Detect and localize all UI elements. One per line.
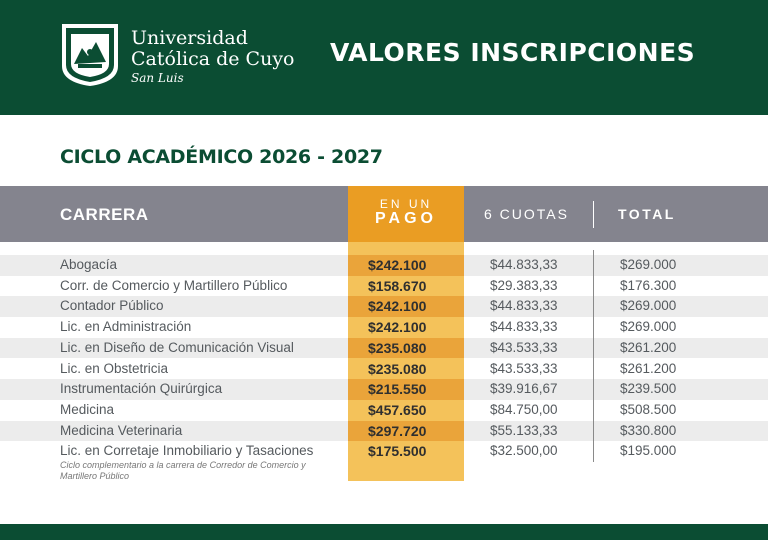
- carrera-cell: Lic. en Corretaje Inmobiliario y Tasaciones: [60, 443, 314, 459]
- total-cell: $269.000: [620, 319, 677, 335]
- table-row: [0, 338, 768, 359]
- table-row: [0, 276, 768, 297]
- cuotas-cell: $44.833,33: [490, 319, 558, 335]
- cuotas-cell: $29.383,33: [490, 277, 558, 293]
- total-cell: $195.000: [620, 443, 677, 459]
- column-header-carrera: CARRERA: [60, 205, 149, 224]
- pago-cell: $297.720: [368, 422, 427, 439]
- column-header-total: TOTAL: [618, 206, 676, 222]
- pago-cell: $242.100: [368, 319, 427, 336]
- carrera-cell: Instrumentación Quirúrgica: [60, 381, 223, 397]
- pago-cell: $235.080: [368, 339, 427, 356]
- pago-cell: $175.500: [368, 443, 427, 460]
- page-title: VALORES INSCRIPCIONES: [330, 38, 696, 67]
- cuotas-cell: $44.833,33: [490, 298, 558, 314]
- pago-cell: $215.550: [368, 381, 427, 398]
- column-header-cuotas: 6 CUOTAS: [484, 206, 569, 222]
- university-campus: San Luis: [131, 71, 184, 85]
- carrera-cell: Medicina Veterinaria: [60, 422, 183, 438]
- university-name: [131, 28, 295, 86]
- table-row: [0, 379, 768, 400]
- table-row: [0, 317, 768, 338]
- carrera-cell: Abogacía: [60, 257, 118, 272]
- column-separator-line: [593, 250, 594, 462]
- total-cell: $269.000: [620, 298, 677, 314]
- cuotas-cell: $43.533,33: [490, 339, 558, 355]
- header-separator: [593, 201, 594, 228]
- table-row: [0, 400, 768, 421]
- column-header-pago-line2: PAGO: [375, 210, 437, 227]
- pago-cell: $158.670: [368, 277, 427, 294]
- cuotas-cell: $44.833,33: [490, 257, 558, 272]
- university-logo: [60, 22, 120, 88]
- table-row: [0, 441, 768, 462]
- pago-cell: $242.100: [368, 257, 427, 273]
- total-cell: $508.500: [620, 401, 677, 417]
- pago-cell: $457.650: [368, 401, 427, 418]
- table-row: [0, 296, 768, 317]
- cuotas-cell: $43.533,33: [490, 360, 558, 376]
- carrera-cell: Contador Público: [60, 298, 164, 314]
- footer-bar: [0, 524, 768, 540]
- cuotas-cell: $55.133,33: [490, 422, 558, 438]
- total-cell: $261.200: [620, 360, 677, 376]
- university-name-line1: Universidad: [131, 27, 248, 49]
- total-cell: $269.000: [620, 257, 677, 272]
- university-name-line2: Católica de Cuyo: [131, 48, 295, 70]
- total-cell: $176.300: [620, 277, 677, 293]
- academic-cycle-heading: CICLO ACADÉMICO 2026 - 2027: [60, 146, 383, 168]
- cuotas-cell: $84.750,00: [490, 401, 558, 417]
- carrera-cell: Corr. de Comercio y Martillero Público: [60, 277, 288, 293]
- footnote: Ciclo complementario a la carrera de Corredor de Comercio y Martillero Público: [60, 460, 306, 481]
- cuotas-cell: $39.916,67: [490, 381, 558, 397]
- carrera-cell: Lic. en Diseño de Comunicación Visual: [60, 339, 294, 355]
- table-row: [0, 255, 768, 276]
- column-header-pago-line1: EN UN: [379, 197, 433, 211]
- pago-cell: $242.100: [368, 298, 427, 315]
- carrera-cell: Lic. en Obstetricia: [60, 360, 169, 376]
- total-cell: $261.200: [620, 339, 677, 355]
- cuotas-cell: $32.500,00: [490, 443, 558, 459]
- carrera-cell: Medicina: [60, 401, 115, 417]
- table-row: [0, 359, 768, 380]
- carrera-cell: Lic. en Administración: [60, 319, 192, 335]
- pago-cell: $235.080: [368, 360, 427, 377]
- total-cell: $239.500: [620, 381, 677, 397]
- total-cell: $330.800: [620, 422, 677, 438]
- table-row: [0, 421, 768, 442]
